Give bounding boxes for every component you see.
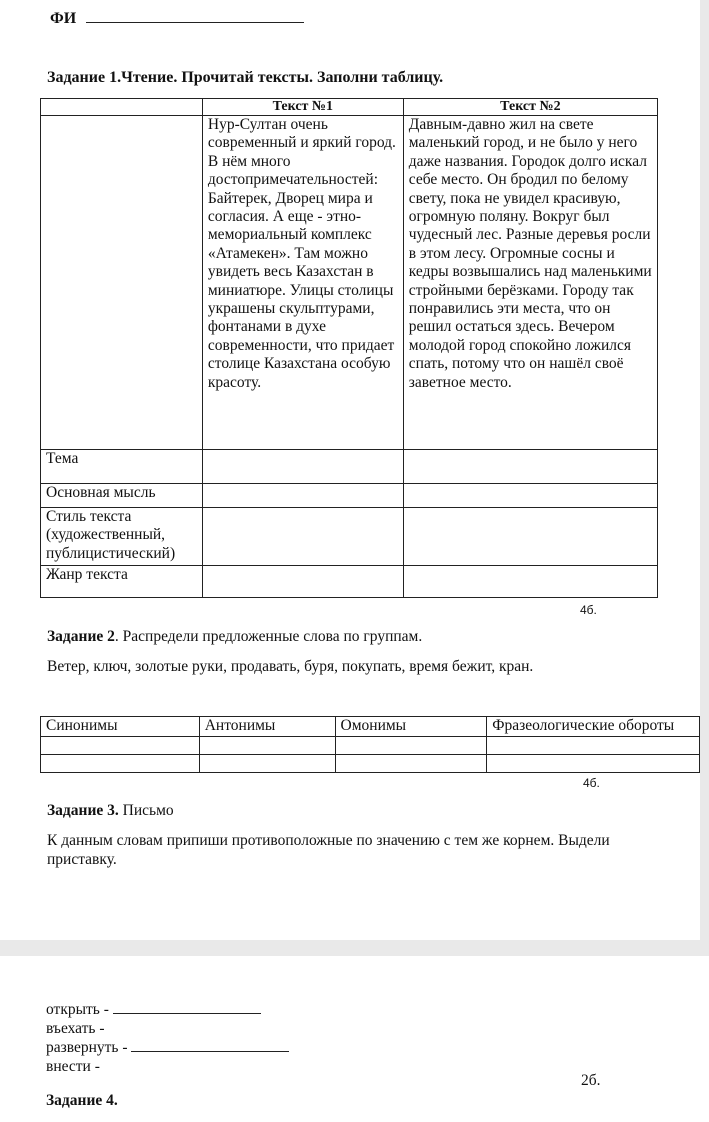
answer-cell[interactable] <box>199 737 335 755</box>
table-text-row <box>41 116 658 450</box>
word-otkryt: открыть - <box>46 1001 109 1018</box>
fi-label: ФИ <box>50 10 77 27</box>
answer-cell[interactable] <box>202 484 403 508</box>
task1-score: 4б. <box>580 603 597 617</box>
table-row <box>41 737 700 755</box>
task3-score: 2б. <box>581 1072 601 1089</box>
task3-heading <box>47 802 174 820</box>
answer-cell[interactable] <box>41 737 200 755</box>
task3-subtitle: Письмо <box>118 802 174 819</box>
answer-line[interactable] <box>113 1013 261 1014</box>
column-header-antonyms: Антонимы <box>199 717 335 737</box>
fi-input-line[interactable] <box>86 22 304 23</box>
word-razvernut: развернуть - <box>46 1039 128 1056</box>
table-header-row <box>41 99 658 116</box>
answer-cell[interactable] <box>403 484 657 508</box>
answer-cell[interactable] <box>202 566 403 598</box>
word-vekhat: въехать - <box>46 1020 105 1037</box>
row-label-genre: Жанр текста <box>41 566 203 598</box>
answer-cell[interactable] <box>335 737 487 755</box>
row-label-text-style: Стиль текста (художественный, публицистический) <box>41 508 203 566</box>
task3-title: Задание 3. <box>47 802 119 819</box>
column-header-phraseologisms: Фразеологические обороты <box>487 717 700 737</box>
text1-content: Нур-Султан очень современный и яркий город. В нём много достопримечательностей: Байтерек, Дворец мира и согласия. А еще - этно-мемориальный комплекс «Атамекен». Там можно увидеть весь Казахстан в миниатюре. Улицы столицы украшены скульптурами, фонтанами в духе современности, что придает столице Казахстана особую красоту. <box>202 116 403 450</box>
answer-cell[interactable] <box>202 450 403 484</box>
answer-cell[interactable] <box>199 755 335 773</box>
fi-field <box>50 10 304 28</box>
page-2 <box>0 956 709 1122</box>
answer-cell[interactable] <box>403 450 657 484</box>
answer-cell[interactable] <box>487 755 700 773</box>
task2-title: Задание 2 <box>47 628 115 645</box>
task2-heading <box>47 628 422 646</box>
table-corner-cell <box>41 99 203 116</box>
answer-cell[interactable] <box>335 755 487 773</box>
task3-word-list <box>46 1000 289 1076</box>
word-line <box>46 1019 289 1038</box>
task1-title: Задание 1.Чтение. Прочитай тексты. Заполни таблицу. <box>47 69 444 86</box>
column-header-synonyms: Синонимы <box>41 717 200 737</box>
table-row <box>41 484 658 508</box>
word-vnesti: внести - <box>46 1058 100 1075</box>
task1-table <box>40 98 658 598</box>
answer-cell[interactable] <box>403 566 657 598</box>
word-line <box>46 1057 289 1076</box>
task4-title: Задание 4. <box>46 1092 118 1109</box>
table-header-row <box>41 717 700 737</box>
column-header-homonyms: Омонимы <box>335 717 487 737</box>
table-row <box>41 755 700 773</box>
table-row <box>41 566 658 598</box>
task2-instruction: . Распредели предложенные слова по группам. <box>114 628 423 645</box>
row-label-theme: Тема <box>41 450 203 484</box>
task2-table <box>40 716 700 773</box>
word-line <box>46 1000 289 1019</box>
task3-instruction: К данным словам припиши противоположные по значению с тем же корнем. Выдели приставку. <box>47 832 610 868</box>
word-line <box>46 1038 289 1057</box>
column-header-text1: Текст №1 <box>202 99 403 116</box>
table-row <box>41 450 658 484</box>
answer-cell[interactable] <box>403 508 657 566</box>
answer-cell[interactable] <box>487 737 700 755</box>
answer-cell[interactable] <box>202 508 403 566</box>
table-empty-cell <box>41 116 203 450</box>
answer-cell[interactable] <box>41 755 200 773</box>
column-header-text2: Текст №2 <box>403 99 657 116</box>
task2-score: 4б. <box>583 776 600 790</box>
table-row <box>41 508 658 566</box>
text2-content: Давным-давно жил на свете маленький город, и не было у него даже названия. Городок долго искал себе место. Он бродил по белому свету, пока не увидел красивую, огромную поляну. Вокруг был чудесный лес. Разные деревья росли в этом лесу. Огромные сосны и кедры возвышались над маленькими стройными берёзками. Городу так понравились эти места, что он решил остаться здесь. Вечером молодой город спокойно ложился спать, потому что он нашёл своё заветное место. <box>403 116 657 450</box>
answer-line[interactable] <box>131 1051 289 1052</box>
row-label-main-idea: Основная мысль <box>41 484 203 508</box>
task2-words: Ветер, ключ, золотые руки, продавать, буря, покупать, время бежит, кран. <box>47 658 534 675</box>
